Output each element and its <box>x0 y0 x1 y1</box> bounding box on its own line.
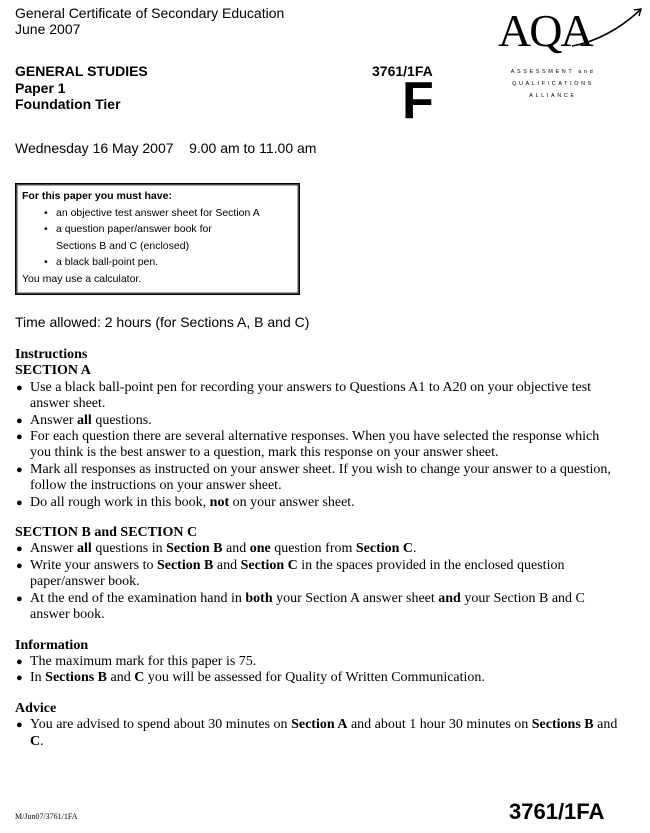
bullet-icon: ● <box>16 672 23 685</box>
section-bc-item: ● Write your answers to Section B and Section C in the spaces provided in the enclosed question paper/answer book. <box>16 557 565 590</box>
section-a-item: ● Use a black ball-point pen for recording your answers to Questions A1 to A20 on your objective test answer sheet. <box>16 379 592 412</box>
section-bc-item: ● Answer all questions in Section B and one question from Section C. <box>16 541 417 557</box>
materials-item: • a black ball-point pen. <box>44 256 159 269</box>
section-a-item: ● Do all rough work in this book, not on your answer sheet. <box>16 494 355 510</box>
materials-item-continuation: Sections B and C (enclosed) <box>56 239 190 252</box>
footer-code: 3761/1FA <box>509 799 605 824</box>
bullet-icon: ● <box>16 496 23 509</box>
bullet-icon: ● <box>16 381 23 394</box>
section-a-item: ● For each question there are several alternative responses. When you have selected the response which you think is the best answer to a question, mark this response on your answer sheet. <box>16 429 600 461</box>
bullet-icon: ● <box>16 592 23 605</box>
time-allowed: Time allowed: 2 hours (for Sections A, B and C) <box>15 314 310 330</box>
information-item: ● The maximum mark for this paper is 75. <box>16 653 257 669</box>
bullet-icon: ● <box>16 559 23 572</box>
logo-text: AQA <box>498 5 592 56</box>
advice-item: ● You are advised to spend about 30 minutes on Section A and about 1 hour 30 minutes on Sections B and C. <box>16 717 618 749</box>
logo-line-2: QUALIFICATIONS <box>512 81 594 87</box>
paper-number: Paper 1 <box>15 80 66 96</box>
footer-reference: M/Jun07/3761/1FA <box>15 812 78 821</box>
logo-line-1: ASSESSMENT and <box>510 69 596 75</box>
subject-title: GENERAL STUDIES <box>15 63 148 79</box>
bullet-icon: ● <box>16 463 23 476</box>
bullet-icon: ● <box>16 719 23 732</box>
advice-heading: Advice <box>15 700 57 716</box>
materials-heading: For this paper you must have: <box>22 190 172 202</box>
aqa-logo <box>496 6 646 106</box>
qualification-title: General Certificate of Secondary Education <box>15 5 285 21</box>
instructions-heading: Instructions <box>15 347 88 362</box>
calculator-note: You may use a calculator. <box>22 272 142 285</box>
section-bc-list <box>15 541 620 623</box>
exam-session: June 2007 <box>15 21 81 37</box>
advice-list <box>15 717 620 750</box>
bullet-icon: ● <box>16 431 23 444</box>
instructions-block <box>15 347 620 750</box>
section-bc-item: ● At the end of the examination hand in both your Section A answer sheet and your Section B and C answer book. <box>16 590 585 623</box>
logo-swoosh-icon <box>566 6 646 50</box>
materials-box <box>15 183 300 295</box>
exam-datetime: Wednesday 16 May 2007 9.00 am to 11.00 am <box>15 140 317 156</box>
bullet-icon: ● <box>16 414 23 427</box>
section-a-item: ● Mark all responses as instructed on your answer sheet. If you wish to change your answer to a question, follow the instructions on your answer sheet. <box>16 461 611 494</box>
bullet-icon: ● <box>16 655 23 668</box>
section-bc-heading: SECTION B and SECTION C <box>15 525 198 541</box>
information-item: ● In Sections B and C you will be assessed for Quality of Written Communication. <box>16 670 485 686</box>
section-a-list <box>15 380 620 511</box>
tier-letter: F <box>402 72 434 130</box>
logo-line-3: ALLIANCE <box>529 93 577 99</box>
section-a-item: ● Answer all questions. <box>16 412 152 428</box>
tier-label: Foundation Tier <box>15 96 121 112</box>
materials-item: • an objective test answer sheet for Section A <box>44 206 260 219</box>
materials-item: • a question paper/answer book for <box>44 223 212 236</box>
information-heading: Information <box>15 637 89 653</box>
paper-code: 3761/1FA <box>372 63 433 79</box>
information-list <box>15 654 620 687</box>
section-a-heading: SECTION A <box>15 363 91 379</box>
bullet-icon: ● <box>16 543 23 556</box>
